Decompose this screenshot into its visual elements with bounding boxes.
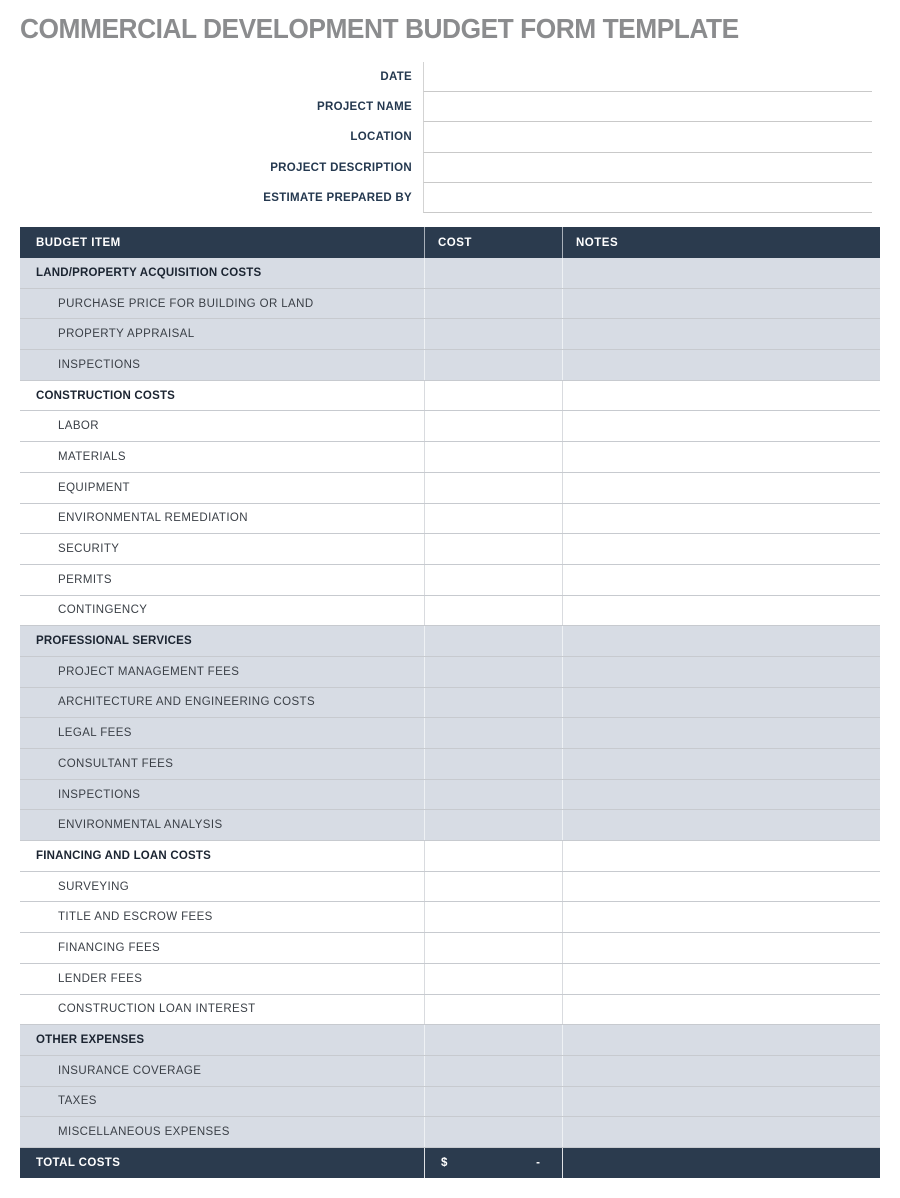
budget-item-cell-label: TAXES [58, 1095, 97, 1108]
notes-cell[interactable] [563, 473, 880, 503]
budget-item-cell-label: INSPECTIONS [58, 788, 141, 801]
cost-cell[interactable] [425, 657, 563, 687]
budget-item-cell [20, 780, 425, 810]
budget-item-cell [20, 289, 425, 319]
total-notes-cell [563, 1148, 880, 1178]
cost-cell[interactable] [425, 995, 563, 1025]
budget-item-header-label: BUDGET ITEM [36, 236, 121, 249]
cost-cell[interactable] [425, 596, 563, 626]
section-header-cell [20, 626, 425, 656]
project-name-input[interactable] [423, 92, 872, 122]
notes-cell[interactable] [563, 995, 880, 1025]
total-amount-value: - [536, 1156, 540, 1169]
budget-item-cell-label: CONTINGENCY [58, 604, 148, 617]
notes-cell[interactable] [563, 565, 880, 595]
notes-cell[interactable] [563, 442, 880, 472]
table-row [20, 718, 880, 749]
notes-cell[interactable] [563, 810, 880, 840]
cost-cell[interactable] [425, 411, 563, 441]
table-row [20, 1117, 880, 1148]
table-row [20, 780, 880, 811]
form-row-estimate-prepared-by [20, 183, 872, 213]
section-header-cell [20, 381, 425, 411]
notes-header-label: NOTES [576, 236, 619, 249]
cost-cell[interactable] [425, 902, 563, 932]
location-label: LOCATION [350, 131, 412, 144]
table-row [20, 902, 880, 933]
cost-cell[interactable] [425, 350, 563, 380]
notes-cell[interactable] [563, 504, 880, 534]
notes-cell[interactable] [563, 902, 880, 932]
budget-item-cell [20, 933, 425, 963]
table-header-row [20, 227, 880, 258]
table-row [20, 626, 880, 657]
budget-item-cell [20, 504, 425, 534]
budget-item-cell [20, 473, 425, 503]
budget-item-cell-label: ENVIRONMENTAL ANALYSIS [58, 819, 223, 832]
section-header-cell-label: LAND/PROPERTY ACQUISITION COSTS [36, 266, 262, 279]
project-description-input[interactable] [423, 153, 872, 183]
cost-cell[interactable] [425, 442, 563, 472]
budget-item-cell [20, 688, 425, 718]
table-row [20, 289, 880, 320]
budget-table [20, 227, 880, 1178]
notes-cell[interactable] [563, 749, 880, 779]
budget-item-cell [20, 902, 425, 932]
total-costs-label: TOTAL COSTS [36, 1156, 121, 1169]
currency-symbol: $ [441, 1156, 448, 1169]
cost-cell[interactable] [425, 565, 563, 595]
table-row [20, 995, 880, 1026]
table-row [20, 258, 880, 289]
table-row [20, 688, 880, 719]
budget-item-cell [20, 411, 425, 441]
table-row [20, 1056, 880, 1087]
project-name-label: PROJECT NAME [317, 101, 412, 114]
notes-cell[interactable] [563, 411, 880, 441]
budget-item-cell [20, 350, 425, 380]
notes-cell[interactable] [563, 718, 880, 748]
notes-cell[interactable] [563, 596, 880, 626]
budget-item-cell-label: FINANCING FEES [58, 941, 161, 954]
budget-item-cell [20, 565, 425, 595]
cost-cell[interactable] [425, 504, 563, 534]
table-row [20, 565, 880, 596]
budget-item-cell-label: LENDER FEES [58, 972, 143, 985]
notes-cell[interactable] [563, 350, 880, 380]
form-row-date [20, 62, 872, 92]
budget-item-cell [20, 657, 425, 687]
cost-cell[interactable] [425, 626, 563, 656]
notes-cell[interactable] [563, 688, 880, 718]
header-cell-cost [425, 227, 563, 258]
form-row-project-name [20, 92, 872, 122]
cost-cell[interactable] [425, 872, 563, 902]
notes-cell[interactable] [563, 780, 880, 810]
cost-cell[interactable] [425, 749, 563, 779]
cost-cell[interactable] [425, 718, 563, 748]
budget-item-cell-label: INSPECTIONS [58, 358, 141, 371]
cost-cell[interactable] [425, 289, 563, 319]
budget-item-cell-label: SECURITY [58, 543, 120, 556]
budget-item-cell [20, 1117, 425, 1147]
cost-cell[interactable] [425, 1056, 563, 1086]
budget-item-cell [20, 1087, 425, 1117]
cost-cell[interactable] [425, 933, 563, 963]
project-description-label: PROJECT DESCRIPTION [270, 161, 412, 174]
location-input[interactable] [423, 122, 872, 152]
estimate-prepared-by-input[interactable] [423, 183, 872, 213]
table-row [20, 381, 880, 412]
total-cost-cell [425, 1148, 563, 1178]
budget-item-cell-label: EQUIPMENT [58, 481, 130, 494]
cost-cell[interactable] [425, 964, 563, 994]
header-cell-budget-item [20, 227, 425, 258]
budget-item-cell-label: TITLE AND ESCROW FEES [58, 911, 213, 924]
notes-cell[interactable] [563, 1056, 880, 1086]
cost-cell[interactable] [425, 810, 563, 840]
form-row-location [20, 122, 872, 152]
cost-cell[interactable] [425, 1087, 563, 1117]
budget-item-cell-label: INSURANCE COVERAGE [58, 1064, 202, 1077]
section-header-cell-label: CONSTRUCTION COSTS [36, 389, 176, 402]
notes-cell[interactable] [563, 319, 880, 349]
budget-item-cell [20, 534, 425, 564]
budget-item-cell-label: CONSULTANT FEES [58, 757, 174, 770]
table-row [20, 319, 880, 350]
budget-item-cell-label: PROPERTY APPRAISAL [58, 328, 195, 341]
table-row [20, 473, 880, 504]
table-body [20, 258, 880, 1148]
table-row [20, 749, 880, 780]
notes-cell[interactable] [563, 1117, 880, 1147]
total-label-cell [20, 1148, 425, 1178]
budget-item-cell-label: LABOR [58, 420, 99, 433]
budget-item-cell [20, 319, 425, 349]
notes-cell[interactable] [563, 534, 880, 564]
header-cell-notes [563, 227, 880, 258]
notes-cell[interactable] [563, 381, 880, 411]
table-row [20, 442, 880, 473]
notes-cell[interactable] [563, 1025, 880, 1055]
table-row [20, 1087, 880, 1118]
table-row [20, 596, 880, 627]
table-row [20, 1025, 880, 1056]
notes-cell[interactable] [563, 841, 880, 871]
budget-item-cell [20, 810, 425, 840]
section-header-cell-label: OTHER EXPENSES [36, 1034, 145, 1047]
table-row [20, 964, 880, 995]
budget-item-cell-label: SURVEYING [58, 880, 130, 893]
cost-cell[interactable] [425, 1117, 563, 1147]
table-row [20, 504, 880, 535]
table-row [20, 350, 880, 381]
notes-cell[interactable] [563, 289, 880, 319]
date-input[interactable] [423, 62, 872, 92]
table-row [20, 657, 880, 688]
section-header-cell [20, 841, 425, 871]
budget-item-cell [20, 718, 425, 748]
notes-cell[interactable] [563, 1087, 880, 1117]
notes-cell[interactable] [563, 933, 880, 963]
budget-item-cell-label: MATERIALS [58, 450, 126, 463]
notes-cell[interactable] [563, 964, 880, 994]
table-row [20, 872, 880, 903]
budget-item-cell-label: PROJECT MANAGEMENT FEES [58, 665, 240, 678]
budget-item-cell-label: PERMITS [58, 573, 112, 586]
budget-item-cell [20, 749, 425, 779]
form-row-project-description [20, 153, 872, 183]
table-row [20, 841, 880, 872]
notes-cell[interactable] [563, 872, 880, 902]
table-row [20, 810, 880, 841]
estimate-prepared-by-label: ESTIMATE PREPARED BY [263, 191, 412, 204]
budget-item-cell [20, 1056, 425, 1086]
cost-cell[interactable] [425, 688, 563, 718]
budget-item-cell [20, 995, 425, 1025]
table-row [20, 933, 880, 964]
budget-item-cell [20, 964, 425, 994]
notes-cell[interactable] [563, 258, 880, 288]
budget-item-cell-label: MISCELLANEOUS EXPENSES [58, 1126, 230, 1139]
budget-item-cell-label: LEGAL FEES [58, 727, 132, 740]
project-info-form [20, 62, 872, 213]
budget-item-cell-label: PURCHASE PRICE FOR BUILDING OR LAND [58, 297, 314, 310]
section-header-cell [20, 1025, 425, 1055]
notes-cell[interactable] [563, 657, 880, 687]
cost-header-label: COST [438, 236, 472, 249]
budget-item-cell [20, 596, 425, 626]
table-row [20, 534, 880, 565]
notes-cell[interactable] [563, 626, 880, 656]
cost-cell[interactable] [425, 381, 563, 411]
cost-cell[interactable] [425, 319, 563, 349]
budget-item-cell [20, 442, 425, 472]
date-label: DATE [380, 71, 412, 84]
total-row [20, 1148, 880, 1178]
budget-item-cell [20, 872, 425, 902]
page-title: COMMERCIAL DEVELOPMENT BUDGET FORM TEMPLATE [20, 13, 739, 44]
cost-cell[interactable] [425, 1025, 563, 1055]
cost-cell[interactable] [425, 534, 563, 564]
cost-cell[interactable] [425, 473, 563, 503]
budget-item-cell-label: ENVIRONMENTAL REMEDIATION [58, 512, 248, 525]
budget-item-cell-label: CONSTRUCTION LOAN INTEREST [58, 1003, 256, 1016]
cost-cell[interactable] [425, 780, 563, 810]
section-header-cell [20, 258, 425, 288]
cost-cell[interactable] [425, 258, 563, 288]
section-header-cell-label: PROFESSIONAL SERVICES [36, 635, 192, 648]
table-row [20, 411, 880, 442]
budget-item-cell-label: ARCHITECTURE AND ENGINEERING COSTS [58, 696, 316, 709]
cost-cell[interactable] [425, 841, 563, 871]
section-header-cell-label: FINANCING AND LOAN COSTS [36, 849, 211, 862]
